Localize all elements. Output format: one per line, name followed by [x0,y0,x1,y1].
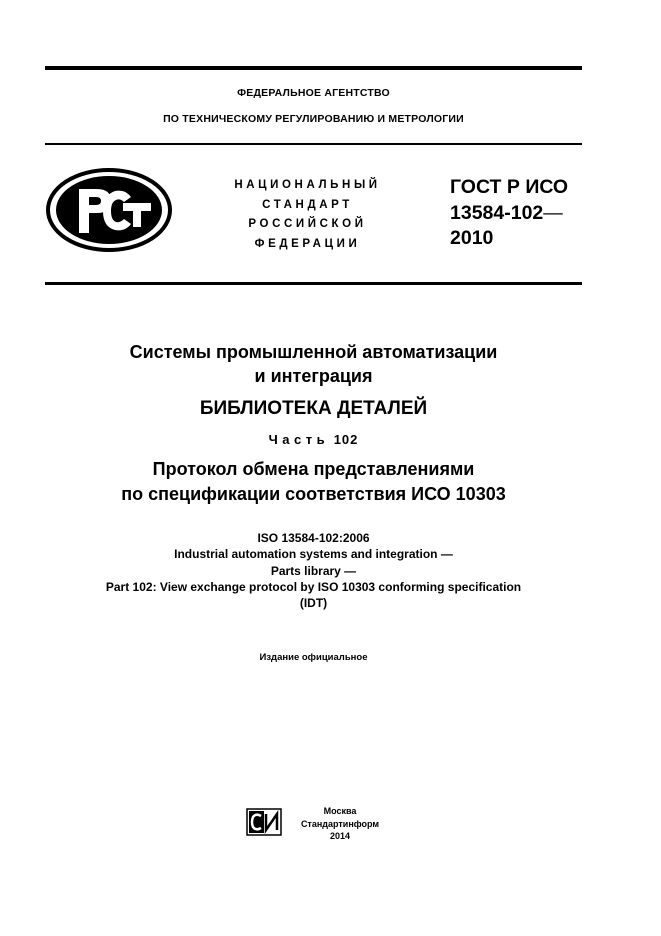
publisher-imprint [295,805,385,843]
standard-designation [450,175,600,252]
iso-reference [45,530,582,611]
iso-line-1: ISO 13584-102:2006 [257,531,370,545]
iso-line-2: Industrial automation systems and integration — [174,547,453,562]
title-main: БИБЛИОТЕКА ДЕТАЛЕЙ [199,398,428,419]
title-general [45,340,582,388]
title-line-1: Системы промышленной автоматизации [129,342,498,362]
designation-line-3: 2010 [450,227,494,249]
top-rule [45,66,582,70]
part-number: 102 [333,432,359,447]
designation-line-2: 13584-102 [450,201,544,224]
iso-line-3: Parts library — [270,563,357,578]
national-standard-line-1: НАЦИОНАЛЬНЫЙ [234,179,381,191]
header-divider [45,143,582,145]
national-standard-line-2: СТАНДАРТ [262,198,353,211]
title-subtitle [45,457,582,506]
title-line-2: и интеграция [254,366,373,386]
subtitle-line-2: по спецификации соответствия ИСО 10303 [121,483,506,504]
edition-label: Издание официальное [259,652,368,663]
national-standard-line-4: ФЕДЕРАЦИИ [254,237,361,250]
publisher-city: Москва [323,806,357,816]
national-standard-line-3: РОССИЙСКОЙ [248,218,367,230]
iso-line-4: Part 102: View exchange protocol by ISO 10303 conforming specification [105,579,522,594]
subtitle-line-1: Протокол обмена представлениями [152,459,475,479]
publisher-name: Стандартинформ [300,818,380,829]
publisher-year: 2014 [329,831,351,841]
part-word: Часть [268,432,330,447]
rst-logo [45,167,173,253]
designation-line-1: ГОСТ Р ИСО [450,176,569,198]
iso-line-5: (IDT) [299,596,328,611]
national-standard-label [215,176,400,254]
agency-line-1: ФЕДЕРАЛЬНОЕ АГЕНТСТВО [237,87,390,99]
title-part [45,431,582,449]
title-divider [45,282,582,285]
publisher-logo [246,808,282,836]
designation-dash: — [543,201,562,224]
agency-line-2: ПО ТЕХНИЧЕСКОМУ РЕГУЛИРОВАНИЮ И МЕТРОЛОГИИ [163,113,464,125]
